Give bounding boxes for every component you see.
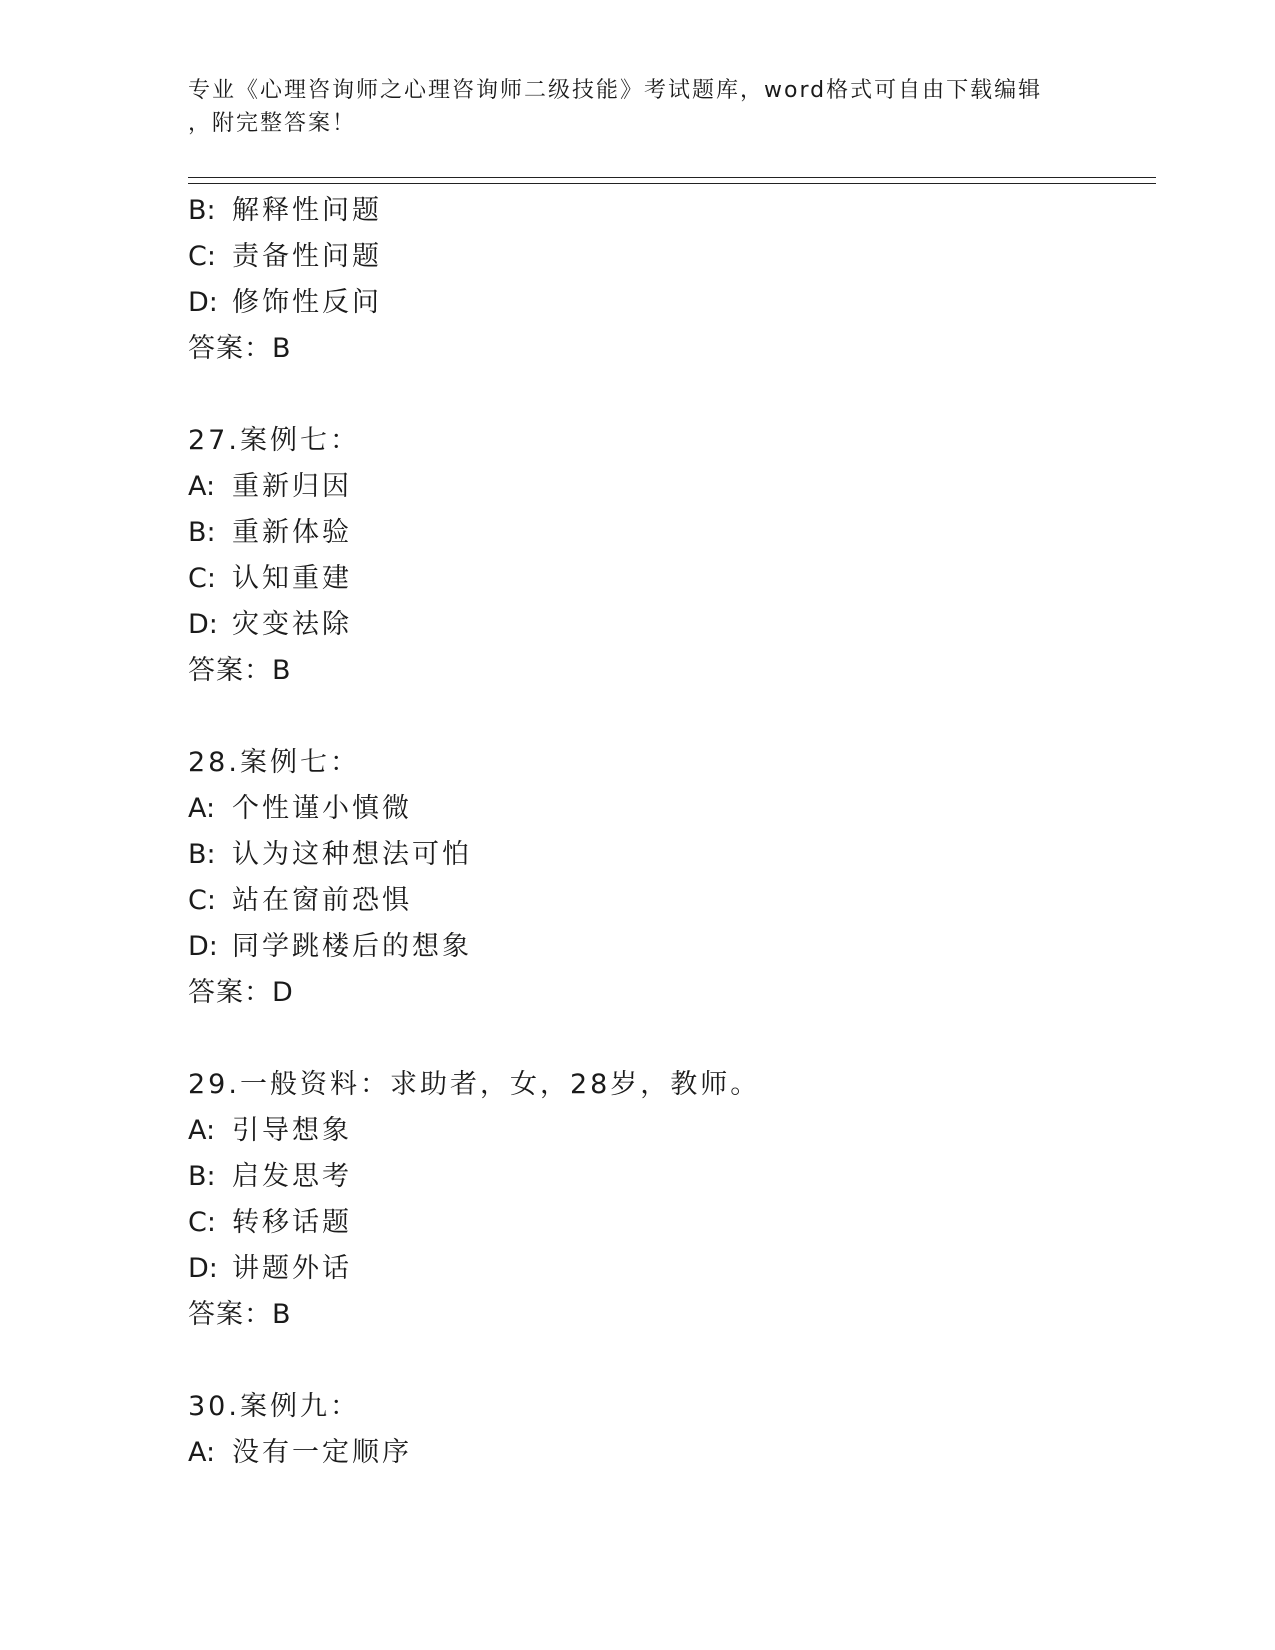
option-label: D:	[188, 287, 218, 318]
option-label: C:	[188, 241, 216, 272]
answer-line: 答案：D	[188, 977, 294, 1008]
option-label: C:	[188, 1207, 216, 1238]
option-label: B:	[188, 839, 216, 870]
option-text: 认知重建	[232, 563, 352, 594]
option-line	[188, 1430, 1156, 1476]
option-line	[188, 786, 1156, 832]
option-line	[188, 464, 1156, 510]
option-line	[188, 510, 1156, 556]
option-text: 修饰性反问	[232, 287, 382, 318]
option-text: 重新体验	[232, 517, 352, 548]
question-28	[188, 740, 1156, 1016]
option-text: 责备性问题	[232, 241, 382, 272]
header-divider-top	[188, 177, 1156, 178]
spacer	[188, 1338, 1156, 1384]
header-line-1: 专业《心理咨询师之心理咨询师二级技能》考试题库，word格式可自由下载编辑	[188, 78, 1043, 103]
option-line	[188, 924, 1156, 970]
header-line-2: ，附完整答案！	[188, 111, 357, 136]
question-stem: 30.案例九：	[188, 1391, 360, 1422]
question-29	[188, 1062, 1156, 1338]
option-line	[188, 1108, 1156, 1154]
option-line	[188, 234, 1156, 280]
option-text: 灾变祛除	[232, 609, 352, 640]
option-label: D:	[188, 931, 218, 962]
option-text: 引导想象	[232, 1115, 352, 1146]
document-header	[188, 74, 1088, 140]
option-text: 认为这种想法可怕	[232, 839, 472, 870]
question-stem: 28.案例七：	[188, 747, 360, 778]
option-text: 启发思考	[232, 1161, 352, 1192]
question-fragment	[188, 188, 1156, 372]
option-label: B:	[188, 195, 216, 226]
spacer	[188, 694, 1156, 740]
option-line	[188, 1154, 1156, 1200]
option-text: 同学跳楼后的想象	[232, 931, 472, 962]
option-label: A:	[188, 1437, 216, 1468]
option-line	[188, 280, 1156, 326]
answer-line: 答案：B	[188, 655, 292, 686]
spacer	[188, 1016, 1156, 1062]
option-text: 解释性问题	[232, 195, 382, 226]
option-label: A:	[188, 471, 216, 502]
option-line	[188, 188, 1156, 234]
option-text: 转移话题	[232, 1207, 352, 1238]
option-label: C:	[188, 885, 216, 916]
question-30	[188, 1384, 1156, 1476]
question-27	[188, 418, 1156, 694]
option-label: A:	[188, 1115, 216, 1146]
option-text: 讲题外话	[232, 1253, 352, 1284]
question-stem: 29.一般资料：求助者，女，28岁，教师。	[188, 1069, 761, 1100]
question-list	[188, 188, 1156, 1476]
option-text: 个性谨小慎微	[232, 793, 412, 824]
option-line	[188, 1246, 1156, 1292]
option-line	[188, 832, 1156, 878]
option-text: 重新归因	[232, 471, 352, 502]
option-line	[188, 878, 1156, 924]
question-stem: 27.案例七：	[188, 425, 360, 456]
option-label: B:	[188, 517, 216, 548]
option-line	[188, 556, 1156, 602]
answer-line: 答案：B	[188, 1299, 292, 1330]
option-line	[188, 602, 1156, 648]
option-label: C:	[188, 563, 216, 594]
option-text: 没有一定顺序	[232, 1437, 412, 1468]
option-label: D:	[188, 1253, 218, 1284]
spacer	[188, 372, 1156, 418]
answer-line: 答案：B	[188, 333, 292, 364]
option-line	[188, 1200, 1156, 1246]
option-label: B:	[188, 1161, 216, 1192]
option-label: A:	[188, 793, 216, 824]
option-text: 站在窗前恐惧	[232, 885, 412, 916]
option-label: D:	[188, 609, 218, 640]
header-divider-bottom	[188, 183, 1156, 184]
